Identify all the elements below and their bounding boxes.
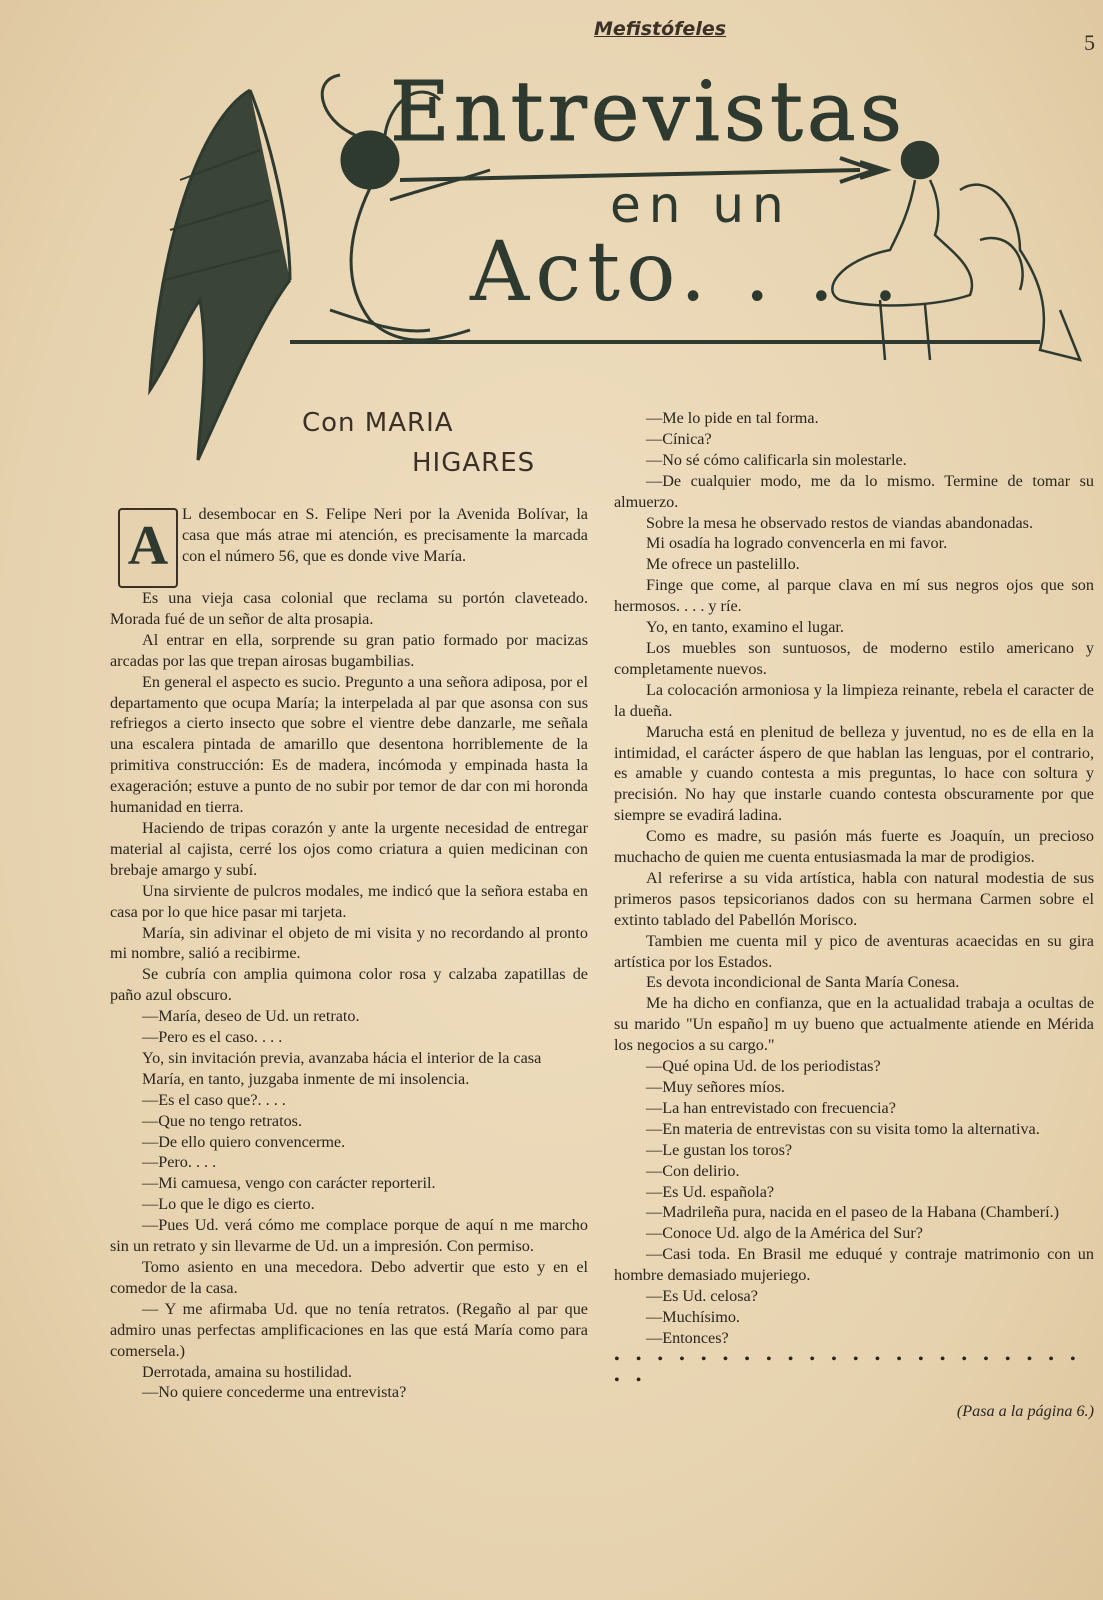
dialogue-line: —Mi camuesa, vengo con carácter reporteril. (142, 1174, 436, 1193)
section-dots: • • • • • • • • • • • • • • • • • • • • • • • • (614, 1349, 1082, 1389)
running-head: Mefistófeles (593, 18, 727, 40)
dialogue-line: —En materia de entrevistas con su visita tomo la alternativa. (646, 1119, 1040, 1138)
dialogue-line: —Muy señores míos. (646, 1078, 785, 1096)
article-paragraph: Tambien me cuenta mil y pico de aventuras acaecidas en su gira artística por los Estados. (614, 931, 1094, 971)
dialogue-line: —Madrileña pura, nacida en el paseo de la Habana (Chamberí.) (646, 1203, 1060, 1222)
article-paragraph: Una sirviente de pulcros modales, me indicó que la señora estaba en casa por lo que hice pasar mi tarjeta. (110, 881, 588, 921)
article-paragraph: María, sin adivinar el objeto de mi visita y no recordando al pronto mi nombre, salió a recibirme. (110, 923, 588, 963)
article-paragraph: Derrotada, amaina su hostilidad. (142, 1362, 352, 1381)
left-column (110, 504, 588, 1403)
dialogue-line: —Pero es el caso. . . . (142, 1028, 283, 1047)
dialogue-line: —No sé cómo calificarla sin molestarle. (646, 450, 907, 469)
article-paragraph: Mi osadía ha logrado convencerla en mi favor. (646, 534, 948, 553)
dialogue-line: —Casi toda. En Brasil me eduqué y contraje matrimonio con un hombre demasiado mujeriego. (614, 1245, 1094, 1285)
article-paragraph: Finge que come, al parque clava en mí sus negros ojos que son hermosos. . . . y ríe. (614, 576, 1094, 616)
article-paragraph: Marucha está en plenitud de belleza y juventud, no es de ella en la intimidad, el carácter áspero de que hablan las lenguas, por el contrario, es amable y cuando contesta a mis preguntas, lo hace con soltura y precisión. No hay que instarle cuando contesta obscuramente por que siempre se evadirá ladina. (614, 722, 1094, 825)
article-paragraph: Me ha dicho en confianza, que en la actualidad trabaja a ocultas de su marido "Un españo] m uy bueno que actualmente atiende en Mérida los negocios a su cargo." (614, 994, 1094, 1055)
article-paragraph: Sobre la mesa he observado restos de viandas abandonadas. (646, 513, 1034, 532)
dialogue-line: —Pero. . . . (142, 1153, 217, 1172)
dialogue-line: —Conoce Ud. algo de la América del Sur? (646, 1224, 923, 1243)
article-paragraph: Los muebles son suntuosos, de moderno estilo americano y completamente nuevos. (614, 638, 1094, 678)
article-paragraph: Haciendo de tripas corazón y ante la urgente necesidad de entregar material al cajista, cerré los ojos como criatura a quien medicinan con brebaje amargo y subí. (110, 818, 588, 879)
page-number: 5 (1084, 30, 1095, 55)
banner-title-2: en un (610, 176, 792, 234)
continuation-note: (Pasa a la página 6.) (956, 1401, 1094, 1420)
dialogue-line: —De ello quiero convencerme. (142, 1132, 346, 1151)
dialogue-line: —Cínica? (646, 429, 712, 448)
dialogue-line: —Le gustan los toros? (646, 1140, 793, 1159)
dialogue-line: —Es el caso que?. . . . (142, 1090, 286, 1109)
article-paragraph: Tomo asiento en una mecedora. Debo advertir que esto y en el comedor de la casa. (110, 1258, 588, 1297)
article-paragraph: Como es madre, su pasión más fuerte es Joaquín, un precioso muchacho de quien me cuenta entusiasmada la mar de prodigios. (614, 827, 1094, 867)
article-paragraph: En general el aspecto es sucio. Pregunto a una señora adiposa, por el departamento que ocupa María; la interpelada al par que asonsa con sus refriegos a cierto insecto que sobre el vientre debe danzarle, me señala una escalera pintada de amarillo que desentona horriblemente de la primitiva construcción: Es de madera, incómoda y empinada hasta la exageración; estuve a punto de no subir por temor de dar con mi horonda humanidad en tierra. (110, 672, 588, 817)
dialogue-line: —Entonces? (646, 1328, 729, 1347)
article-paragraph: — Y me afirmaba Ud. que no tenía retratos. (Regaño al par que admiro unas perfectas amplificaciones en las que está María como para comersela.) (110, 1299, 588, 1360)
dialogue-line: —La han entrevistado con frecuencia? (646, 1098, 896, 1117)
article-paragraph: Al entrar en ella, sorprende su gran patio formado por macizas arcadas por las que trepan airosas bugambilias. (110, 630, 588, 670)
dialogue-line: —Lo que le digo es cierto. (142, 1195, 315, 1214)
right-column (614, 408, 1094, 1422)
byline-line-1: Con MARIA (302, 408, 454, 438)
dialogue-line: —Muchísimo. (646, 1307, 740, 1326)
dialogue-line: —Que no tengo retratos. (142, 1111, 303, 1130)
dialogue-line: —Me lo pide en tal forma. (646, 409, 819, 427)
article-paragraph: Al referirse a su vida artística, habla con natural modestia de sus primeros pasos tepsicorianos dados con su hermana Carmen sobre el extinto tablado del Pabellón Morisco. (614, 868, 1094, 929)
dialogue-line: —Es Ud. española? (646, 1182, 775, 1201)
banner-title-1: Entrevistas (390, 65, 906, 160)
article-paragraph: La colocación armoniosa y la limpieza reinante, rebela el caracter de la dueña. (614, 680, 1094, 720)
dialogue-line: —Pues Ud. verá cómo me complace porque de aquí n me marcho sin un retrato y sin llevarme de Ud. un a impresión. Con permiso. (110, 1216, 588, 1256)
article-paragraph: Es una vieja casa colonial que reclama su portón claveteado. Morada fué de un señor de alta prosapia. (110, 589, 588, 628)
dialogue-line: —Qué opina Ud. de los periodistas? (646, 1057, 881, 1076)
article-paragraph: Yo, sin invitación previa, avanzaba hácia el interior de la casa (142, 1048, 542, 1067)
article-paragraph: Es devota incondicional de Santa María Conesa. (646, 973, 960, 992)
dialogue-line: —Es Ud. celosa? (646, 1287, 758, 1306)
article-paragraph: A L desembocar en S. Felipe Neri por la Avenida Bolívar, la casa que más atrae mi atención, es precisamente la marcada con el número 56, que es donde vive María. (110, 504, 588, 588)
dialogue-line: —De cualquier modo, me da lo mismo. Termine de tomar su almuerzo. (614, 471, 1094, 511)
banner-title-3: Acto. . . . (470, 225, 905, 320)
byline-line-2: HIGARES (412, 448, 536, 478)
article-paragraph: Se cubría con amplia quimona color rosa y calzaba zapatillas de paño azul obscuro. (110, 965, 588, 1005)
article-paragraph: Me ofrece un pastelillo. (646, 555, 800, 574)
drop-cap: A (118, 508, 178, 588)
dialogue-line: —No quiere concederme una entrevista? (142, 1383, 407, 1402)
article-paragraph: Yo, en tanto, examino el lugar. (646, 618, 844, 637)
dialogue-line: —María, deseo de Ud. un retrato. (142, 1007, 360, 1026)
article-paragraph: María, en tanto, juzgaba inmente de mi insolencia. (142, 1069, 470, 1088)
dialogue-line: —Con delirio. (646, 1161, 740, 1180)
